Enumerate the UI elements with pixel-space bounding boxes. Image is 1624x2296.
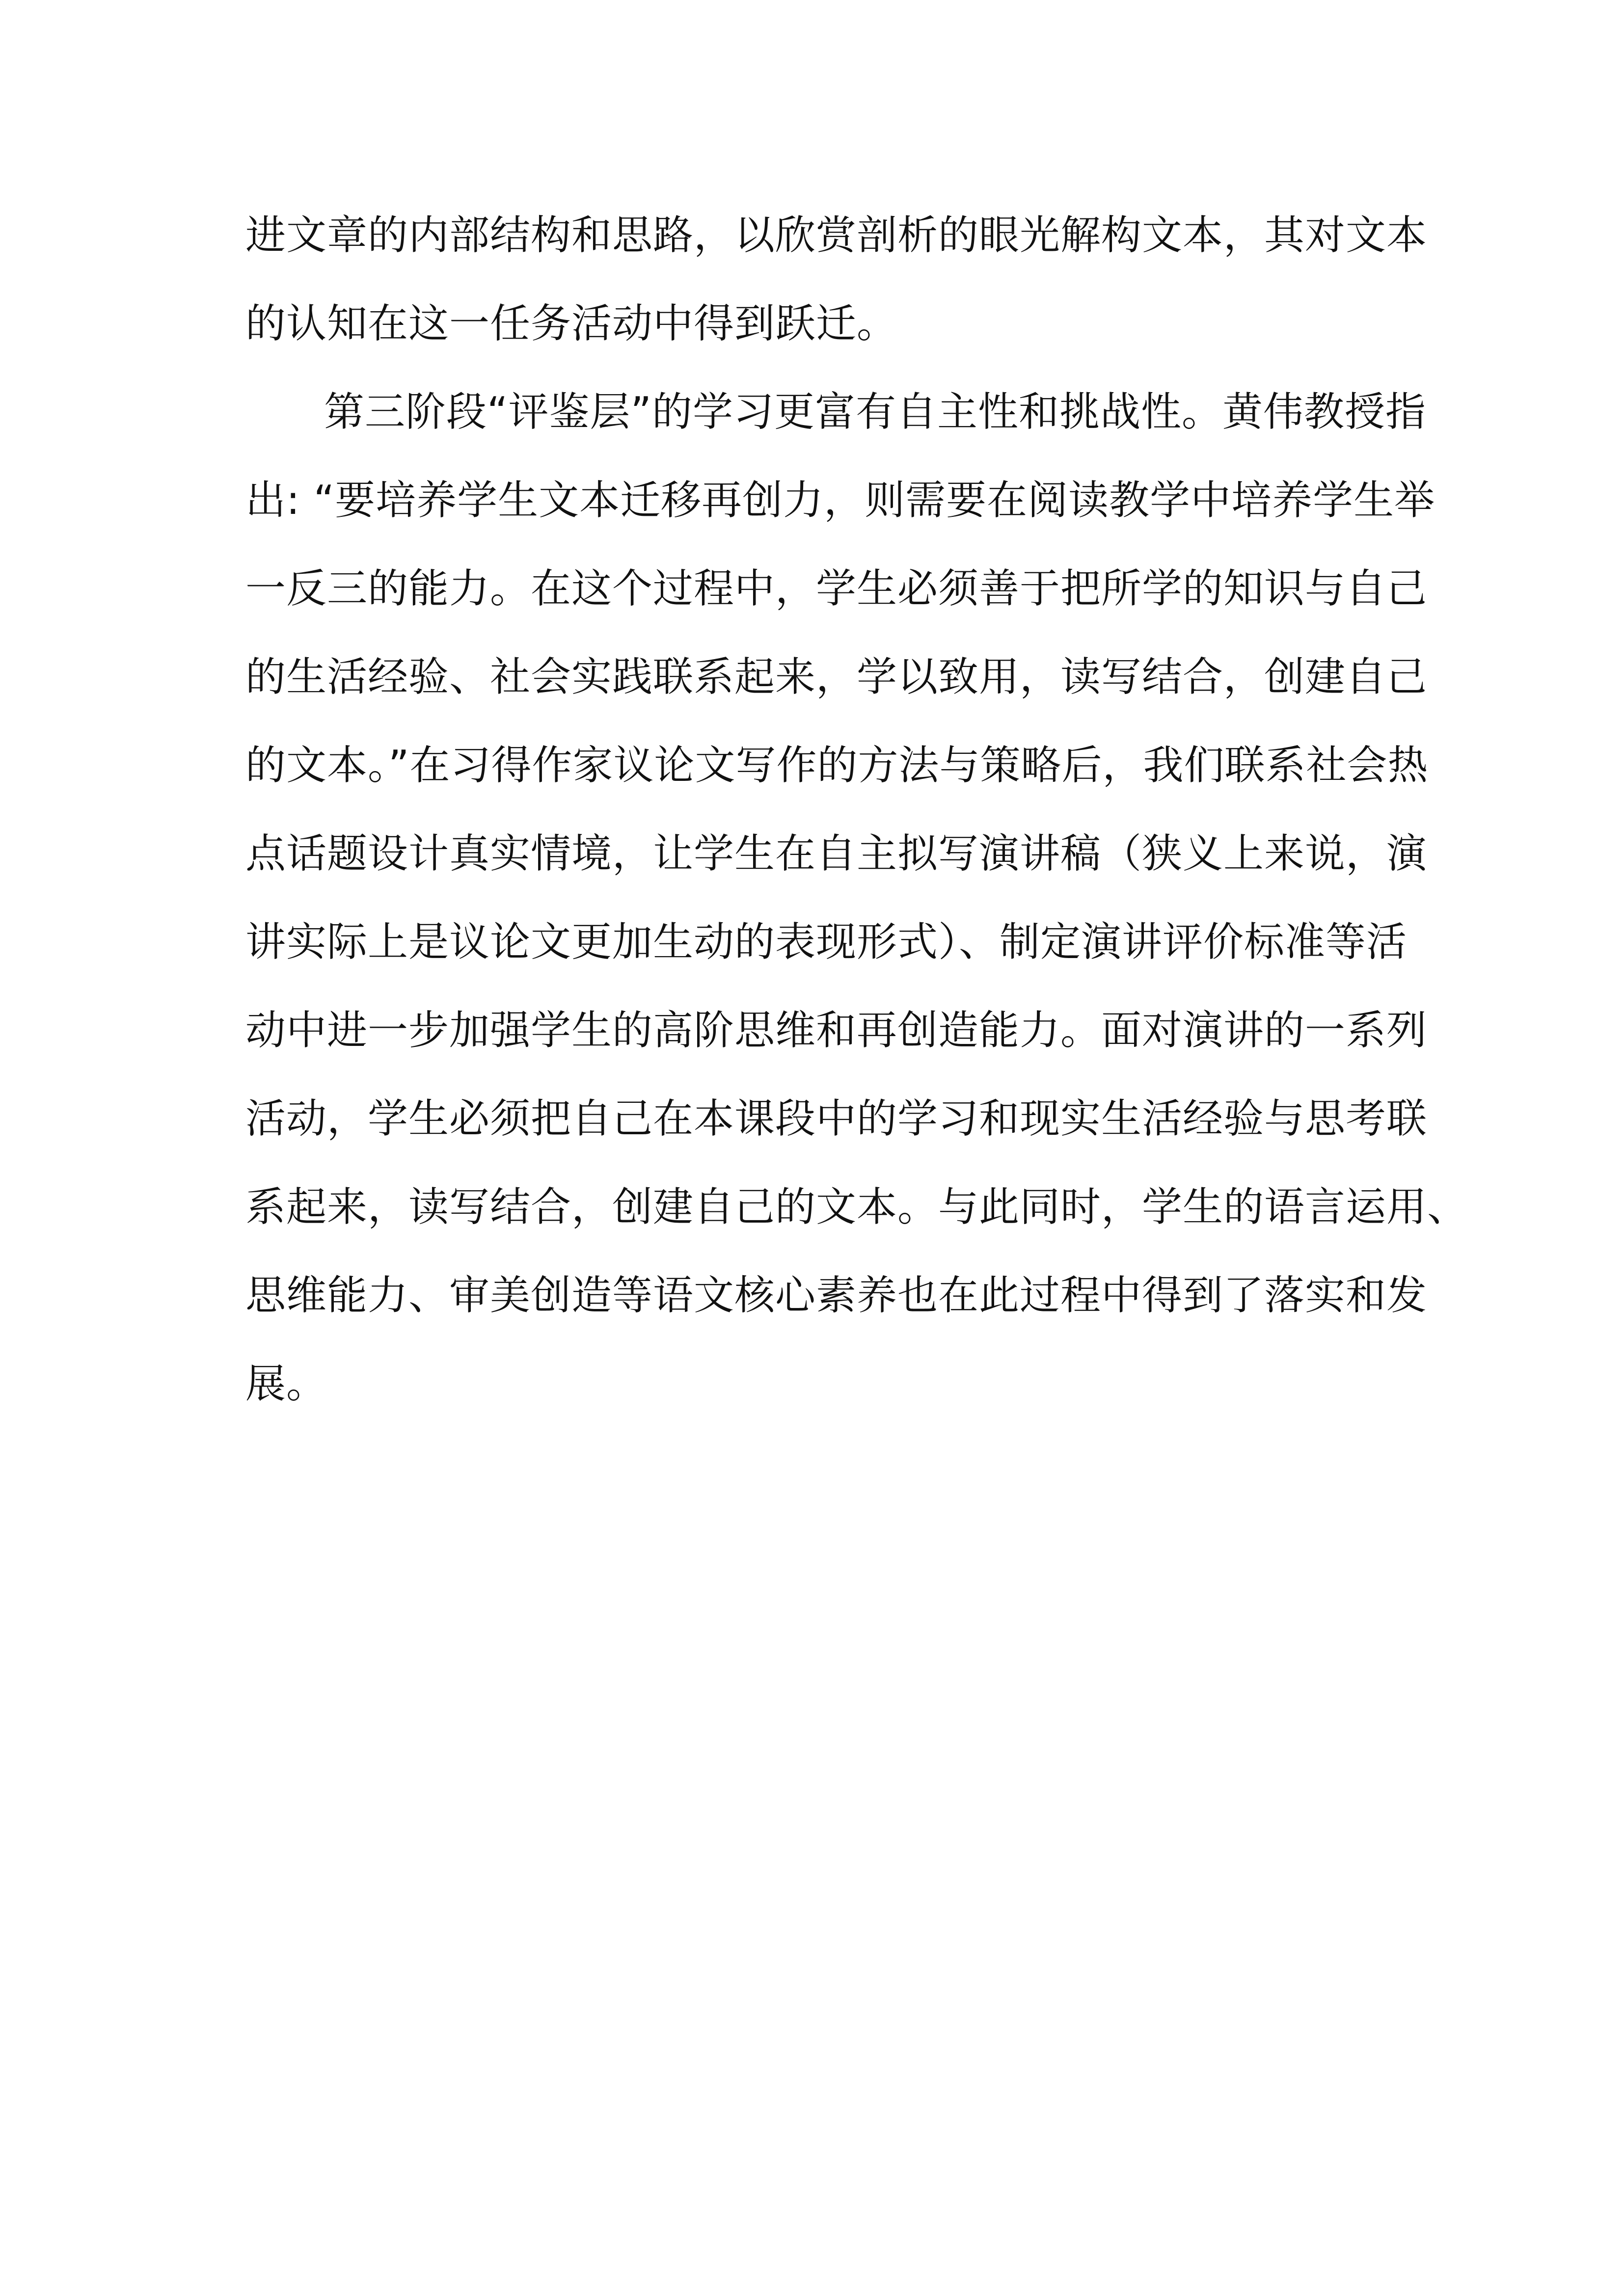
text-line: 系起来，读写结合，创建自己的文本。与此同时，学生的语言运用、 — [245, 1184, 1468, 1230]
text-line: 一反三的能力。在这个过程中，学生必须善于把所学的知识与自己 — [245, 565, 1428, 612]
text-line: 展。 — [245, 1361, 327, 1407]
text-line: 的认知在这一任务活动中得到跃迁。 — [245, 300, 898, 347]
text-line: 的文本。”在习得作家议论文写作的方法与策略后，我们联系社会热 — [245, 742, 1429, 789]
text-line: 第三阶段“评鉴层”的学习更富有自主性和挑战性。黄伟教授指 — [324, 389, 1426, 435]
text-line: 的生活经验、社会实践联系起来，学以致用，读写结合，创建自己 — [245, 654, 1428, 700]
text-line: 出: “要培养学生文本迁移再创力，则需要在阅读教学中培养学生举 — [245, 477, 1435, 524]
text-line: 讲实际上是议论文更加生动的表现形式）、制定演讲评价标准等活 — [245, 919, 1407, 965]
text-line: 思维能力、审美创造等语文核心素养也在此过程中得到了落实和发 — [245, 1272, 1428, 1319]
text-line: 活动，学生必须把自己在本课段中的学习和现实生活经验与思考联 — [245, 1095, 1428, 1142]
text-line: 进文章的内部结构和思路，以欣赏剖析的眼光解构文本，其对文本 — [245, 212, 1428, 259]
text-line: 动中进一步加强学生的高阶思维和再创造能力。面对演讲的一系列 — [245, 1007, 1428, 1054]
text-line: 点话题设计真实情境，让学生在自主拟写演讲稿（狭义上来说，演 — [245, 830, 1428, 877]
